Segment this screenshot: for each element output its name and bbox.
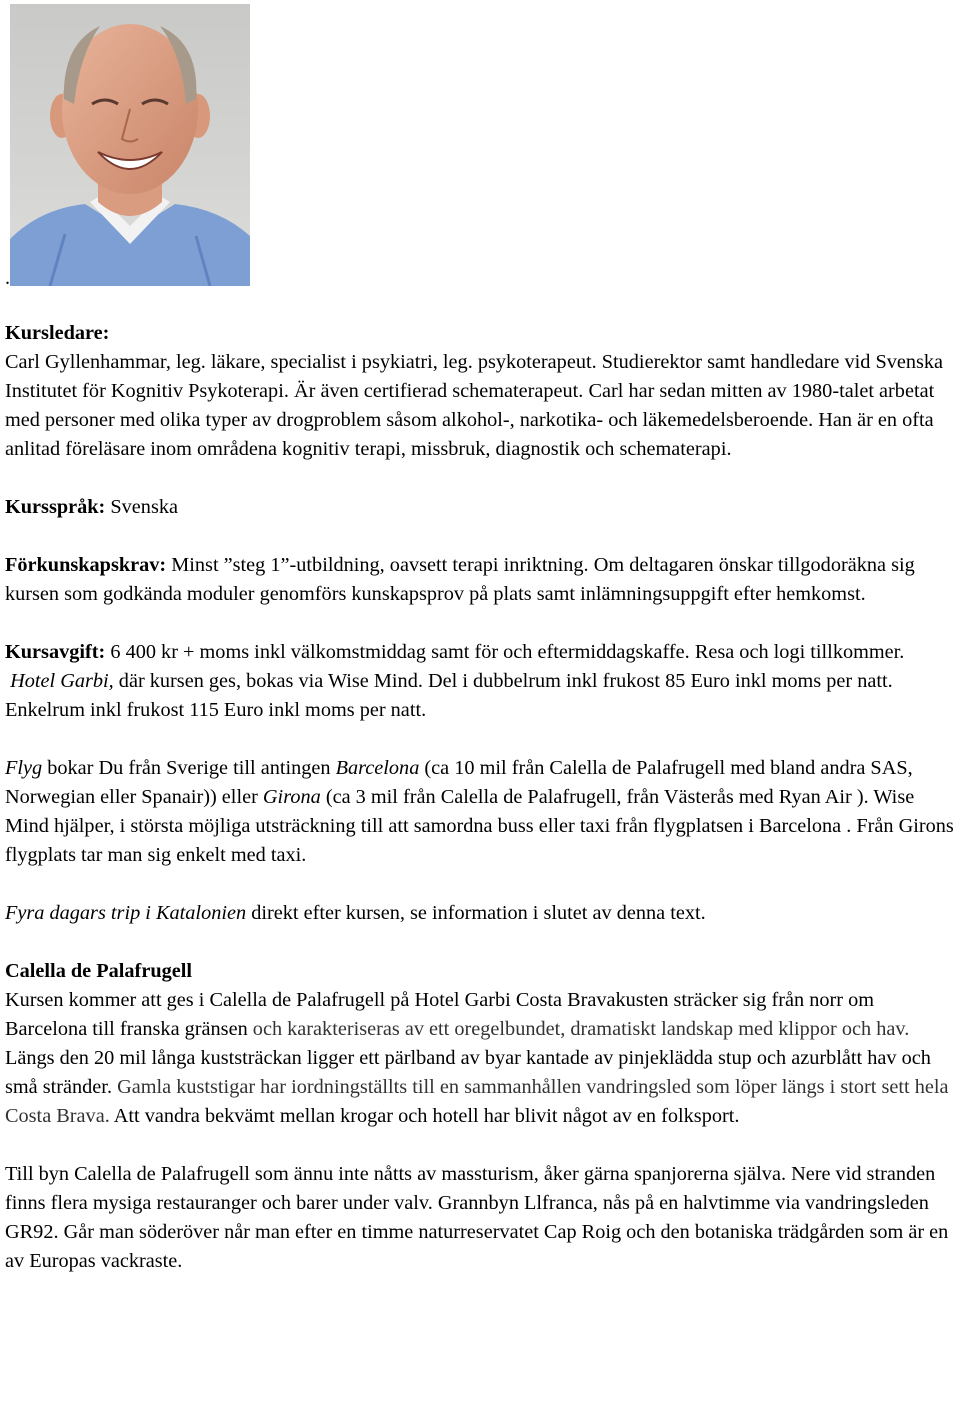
portrait-photo <box>10 4 250 286</box>
flyg-paragraph: Flyg bokar Du från Sverige till antingen Barcelona (ca 10 mil från Calella de Palafrugell med bland andra SAS, Norwegian eller Spanair)) eller Girona (ca 3 mil från Calella de Palafrugell, från Västerås med Ryan Air ). Wise Mind hjälper, i största möjliga utsträckning till att samordna buss eller taxi från flygplatsen i Barcelona . Från Girons flygplats tar man sig enkelt med taxi. <box>5 757 954 866</box>
kursavgift-label: Kursavgift: <box>5 641 106 663</box>
kursavgift-paragraph: Kursavgift: 6 400 kr + moms inkl välkomstmiddag samt för och eftermiddagskaffe. Resa och logi tillkommer. <box>5 641 905 663</box>
hotel-name: Hotel Garbi, <box>10 670 114 692</box>
forkunskap-label: Förkunskapskrav: <box>5 554 167 576</box>
kurssprak-line <box>5 493 957 522</box>
kursledare-heading: Kursledare: <box>5 322 110 344</box>
kursledare-text: Carl Gyllenhammar, leg. läkare, specialist i psykiatri, leg. psykoterapeut. Studierektor samt handledare vid Svenska Institutet för Kognitiv Psykoterapi. Är även certifierad schematerapeut. Carl har sedan mitten av 1980-talet arbetat med personer med olika typer av drogproblem såsom alkohol-, narkotika- och läkemedelsberoende. Han är en ofta anlitad föreläsare inom områdena kognitiv terapi, missbruk, diagnostik och schematerapi. <box>5 351 944 460</box>
kurssprak-label: Kursspråk: <box>5 496 106 518</box>
photo-section <box>5 0 957 290</box>
trip-paragraph: Fyra dagars trip i Katalonien direkt efter kursen, se information i slutet av denna text. <box>5 902 706 924</box>
document-page <box>5 0 957 1276</box>
hotel-paragraph: Hotel Garbi, där kursen ges, bokas via Wise Mind. Del i dubbelrum inkl frukost 85 Euro inkl moms per natt. Enkelrum inkl frukost 115 Euro inkl moms per natt. <box>5 670 893 721</box>
calella-paragraph: Kursen kommer att ges i Calella de Palafrugell på Hotel Garbi Costa Bravakusten sträcker sig från norr om Barcelona till franska gränsen och karakteriseras av ett oregelbundet, dramatiskt landskap med klippor och hav. Längs den 20 mil långa kuststräckan ligger ett pärlband av byar kantade av pinjeklädda stup och azurblått hav och små stränder. Gamla kuststigar har iordningställts till en sammanhållen vandringsled som löper längs i stort sett hela Costa Brava. Att vandra bekvämt mellan krogar och hotell har blivit något av en folksport. <box>5 989 949 1127</box>
calella-heading: Calella de Palafrugell <box>5 960 193 982</box>
kurssprak-value: Svenska <box>105 496 178 518</box>
till-byn-paragraph: Till byn Calella de Palafrugell som ännu inte nåtts av massturism, åker gärna spanjorerna själva. Nere vid stranden finns flera mysiga restauranger och barer under valv. Grannbyn Llfranca, nås på en halvtimme via vandringsleden GR92. Går man söderöver når man efter en timme naturreservatet Cap Roig och den botaniska trädgården som är en av Europas vackraste. <box>5 1163 949 1272</box>
stray-dot: . <box>5 267 10 289</box>
forkunskap-paragraph: Förkunskapskrav: Minst ”steg 1”-utbildning, oavsett terapi inriktning. Om deltagaren önskar tillgodoräkna sig kursen som godkända moduler genomförs kunskapsprov på plats samt inlämningsuppgift efter hemkomst. <box>5 554 915 605</box>
